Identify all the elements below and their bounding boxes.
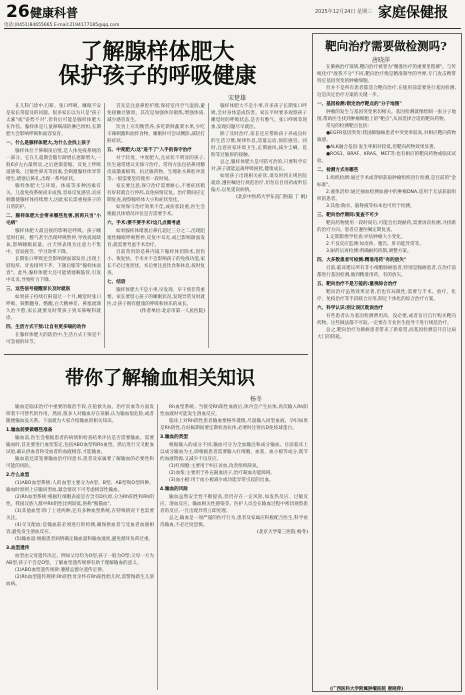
article-bottom-column-1 <box>6 404 154 690</box>
article-bottom-headline: 带你了解输血相关知识 <box>64 367 255 389</box>
paragraph: 在儿科门诊中,打鼾、张口呼吸、睡眠不安是家长常提及的问题。很多家长以为只是"孩子太累"或"姿势不对",但背后可能是腺样体肥大在作怪。腺样体是儿童鼻咽部的淋巴组织,长期肥大会影响呼吸和面容发育。 <box>6 104 101 137</box>
paragraph: 饮食上应均衡营养,多吃新鲜蔬菜水果,少吃辛辣刺激和油炸食物。睡眠时可尝试侧卧,减轻打鼾症状。 <box>107 125 205 144</box>
paragraph: 输血前,医生会根据患者的病情和检查结果评估是否需要输血。需要输血时,首先要进行血型鉴定,包括ABO血型和Rh血型。然后进行交叉配血试验,确认供血者和受血者的血液相容,才能输血。 <box>6 436 154 455</box>
subheading: 三、靶向治疗期间:复查不可少 <box>317 213 379 218</box>
subheading: 五、靶向治疗不是万能的:重视综合治疗 <box>317 282 397 287</box>
newspaper-name: 家庭保健报 <box>378 5 448 21</box>
paragraph: 血型由父母遗传决定。例如父母均为O型,孩子一般为O型;父母一方为AB型,孩子不会是O型。了解血型遗传规律有助于理解输血的意义。 <box>6 554 154 566</box>
paragraph: 对于轻度、中度肥大,且症状不明显的孩子,医生通常建议先保守治疗。常用方法包括鼻用糖皮质激素喷剂、抗过敏药物、生理盐水鼻腔冲洗等,一般需要坚持使用一段时间。 <box>107 156 205 182</box>
article-top-author: 宋楚雄 <box>228 95 247 102</box>
paragraph: ●ROS1、BRAF、KRAS、MET等:也有相应的靶向药物或临床试验。 <box>317 152 456 164</box>
paragraph: 肿瘤的发生与基因突变密切相关。基因检测就像绘制一张分子地图,帮助医生找到肿瘤细胞上的"靶点",从而选择合适的靶向药物。 <box>317 110 456 122</box>
paragraph: 目前常用的是鼻内镜下腺样体切除术,创伤小、恢复快。手术并不会影响孩子的免疫功能,家长不必过度担忧。术后要注意饮食和休息,按时复查。 <box>107 250 205 276</box>
section-name: 健康科普 <box>30 6 79 20</box>
column-divider <box>208 103 209 348</box>
subheading: 五、中度肥大:这"进不了"入手的保守治疗 <box>107 148 192 153</box>
paragraph: 3.耐药后再检测:明确耐药机制,调整方案。 <box>326 249 412 254</box>
column-divider <box>157 404 158 690</box>
paragraph: 腺样体位于鼻咽顶后壁,是人体免疫系统的一部分。它在儿童期会随年龄增长逐渐增大,一般6岁左右最明显,之后逐渐萎缩。反复上呼吸道感染、过敏性鼻炎等因素,会刺激腺样体异常增生,堵塞后鼻孔,出现一系列症状。 <box>6 149 101 182</box>
paragraph: (3)血小板:用于血小板减少或功能异常引起的出血。 <box>169 478 274 483</box>
subheading: 一、什么是腺样体肥大,为什么会找上孩子 <box>6 141 91 146</box>
article-top-column-1 <box>6 103 101 348</box>
subheading: 2.什么血型 <box>6 473 30 478</box>
paragraph: 如果孩子持续打鼾超过一个月,睡觉时张口呼吸、频繁翻身、憋醒,白天精神差、鼻塞流涕久治不愈,家长就要及时带孩子到耳鼻喉科就诊。 <box>6 295 101 321</box>
article-right-author: 唐晓萍 <box>372 57 391 64</box>
paragraph: 如果孩子出现相关症状,请及时到正规医院就诊,遵医嘱进行规范治疗,切勿盲目用药或听信偏方,以免延误病情。 <box>211 174 307 193</box>
article-top-headline <box>10 40 305 88</box>
page-header <box>0 0 465 22</box>
subheading: 四、生活方式干预:让自有更多喘的动作 <box>6 325 86 330</box>
paragraph: 除了及时治疗,家长还应帮助孩子养成良好的生活习惯,规律作息,适量运动,预防感冒。同时,注意居家环境卫生,定期通风,减少尘螨、花粉等过敏原的接触。 <box>211 132 307 158</box>
paragraph: 根据输入的成分不同,输血可分为全血输注和成分输血。目前临床上以成分输血为主,即根据患者需要输入红细胞、血浆、血小板等成分,既节约血液资源,又减少不良反应。 <box>160 443 308 462</box>
editor-contact-line: 电话:(0451)84655665 E-mail:2194177185@qq.com <box>4 23 120 28</box>
subheading: 一、基因检测:锁定治疗靶点的"分子地图" <box>317 102 402 107</box>
subheading: 3.输血的类型 <box>160 435 188 440</box>
article-separator <box>4 354 308 355</box>
subheading: 四、大多数患者可检测:精准用药"有的放矢" <box>317 258 407 263</box>
paragraph: (5)输血量:根据患者病情确定输血量和输血速度,避免循环负荷过重。 <box>15 537 154 542</box>
paragraph: (2)Rh血型系统:根据红细胞表面是否含有D抗原,分为Rh阳性和Rh阴性。我国汉族人群中Rh阴性比例较低,俗称"熊猫血"。 <box>6 495 154 507</box>
paragraph: 靶向治疗虽然效果显著,但也有局限性,需要与手术、放疗、化疗、免疫治疗等手段联合应用,制定个体化的综合治疗方案。 <box>317 290 456 302</box>
paragraph: 如果腺样体堵塞后鼻孔超过三分之二,出现阻塞性睡眠呼吸暂停,反复中耳炎,或已影响颌面发育,就需要考虑手术治疗。 <box>107 229 205 248</box>
paragraph: (1)ABO血型遗传规律:遵循孟德尔遗传定律。 <box>15 568 107 573</box>
article-bottom-author: 杨冬 <box>250 396 263 403</box>
subheading: 七、结语 <box>107 280 126 285</box>
paragraph: 总之,输血是一项严谨的医疗行为,患者及家属应积极配合医生,科学看待输血,不必过度恐惧。 <box>160 516 308 528</box>
paragraph: Rh血型系统。当接受Rh阳性血液后,体内会产生抗体,再次输入Rh阳性血液时可能发生溶血反应。 <box>160 405 308 417</box>
article-top-column-2 <box>107 103 205 348</box>
paragraph: (2)Rh血型遗传规律:Rh阴性母亲怀有Rh阳性胎儿时,需警惕新生儿溶血病。 <box>6 575 154 587</box>
paragraph: 有些患者认为基因检测费用高、没必要,或者盲目自行购买靶向药物。这些做法都不可取,一定要在专业医生指导下进行规范治疗。 <box>317 314 456 326</box>
subheading: 三、这些信号提醒家长及时就医 <box>6 287 71 292</box>
page-number: 26 <box>6 2 30 22</box>
author-affiliation: (北京大学第三医院 杨冬) <box>257 530 308 535</box>
paragraph: 1.组织检测:通过手术或穿刺获取肿瘤组织进行检测,是目前的"金标准"。 <box>317 176 456 188</box>
paragraph: 常见的检测靶点包括: <box>326 124 369 129</box>
paragraph: 长期张口呼吸还会影响颌面部发育,出现上唇短厚、牙齿排列不齐、下颌后缩等"腺样体面容"。此外,腺样体肥大还可能堵塞咽鼓管,引发中耳炎,导致听力下降。 <box>6 257 101 283</box>
paragraph: ●EGFR基因突变:我国肺腺癌患者中突变率较高,对相应靶向药物敏感。 <box>317 131 456 143</box>
paragraph: 2.液体活检:通过抽血检测血液中的肿瘤DNA,适用于无法获取组织的患者。 <box>317 190 456 202</box>
paragraph: 腺样体肥大最直接的影响是呼吸。孩子睡觉时打鼾、憋气甚至出现呼吸暂停,导致夜间缺氧,影响睡眠质量。白天则表现为注意力不集中、容易疲劳、学习效率下降。 <box>6 229 101 255</box>
article-top-column-3 <box>211 103 307 348</box>
paragraph: 目前,临床建议所有非小细胞肺癌患者,特别是腺癌患者,在治疗前都进行基因检测,做到精准用药、有的放矢。 <box>317 266 456 278</box>
author-affiliation: (北京中医药大学东直门医院 丁 娟) <box>236 195 307 200</box>
paragraph: 腺样体肥大与环境、体质等多种因素有关。儿童免疫系统尚未成熟,容易反复感冒,炎症刺激使腺样体持续增大,因此家长需重视孩子的日常防护。 <box>6 184 101 210</box>
paragraph: 2.不良反应监测:如皮疹、腹泻、肝功能异常等。 <box>326 242 424 247</box>
paragraph: 总之,靶向治疗为肺癌患者带来了新希望,而基因检测是开启这扇大门的钥匙。 <box>317 328 456 340</box>
paragraph: 在腺样体肥大的防治中,生活方式干预是不可忽视的环节。 <box>6 333 101 345</box>
paragraph: 靶向药物使用一段时间后,可能会出现耐药,需要再次检测,寻找新的治疗方向。患者应遵医嘱定期复查。 <box>317 221 456 233</box>
headline-line-1: 了解腺样体肥大 <box>80 39 235 65</box>
subheading: 六、科学认识:别让误区耽误治疗 <box>317 306 384 311</box>
subheading: 3.血型遗传 <box>6 546 30 551</box>
column-divider <box>104 103 105 348</box>
paragraph: 腺样体肥大不是小事,许多孩子长期张口呼吸,会对身体造成伤害。家长平时要多观察孩子睡觉时的呼吸状态,是否有憋气、张口呼吸等现象,发现问题尽早就医。 <box>211 104 307 130</box>
paragraph: 输血虽然安全性不断提高,但仍存在一定风险,如发热反应、过敏反应、溶血反应、输血相关性感染等。医护人员会在输血过程中密切观察患者的反应,一旦出现异常立即处理。 <box>160 495 308 514</box>
article-right-headline: 靶向治疗需要做检测吗? <box>325 39 447 53</box>
paragraph: 但并不是所有患者都适合靶向治疗,在使用前需要进行基因检测,这是决定治疗方案的关键一步。 <box>317 86 456 98</box>
subheading: 1.输血前要做哪些准备 <box>6 428 53 433</box>
paragraph: 输血是临床治疗中重要的救治手段,在抢救失血、治疗贫血等方面发挥着不可替代的作用。然而,很多人对输血存在误解,认为输血很危险,或者随便输血没关系。下面就为大家介绍输血的相关知识。 <box>6 405 154 424</box>
paragraph: (3)其他血型:除了上述两种,还有多种血型系统,在特殊情况下也需要关注。 <box>6 509 154 521</box>
paragraph: 首先是注意鼻腔护理,保持室内空气湿润,避免接触过敏原。其次是加强体育锻炼,增强体质,减少感冒发生。 <box>107 104 205 123</box>
article-right-body <box>317 64 456 684</box>
paragraph: (4)交叉配血:是输血前必须进行的检测,确保供血者与受血者血液相容,避免发生溶血反应。 <box>6 523 154 535</box>
header-rule <box>4 28 461 29</box>
subheading: 二、检测方式有哪些 <box>317 168 359 173</box>
article-bottom-column-2 <box>160 404 308 690</box>
subheading: 4.输血的风险 <box>160 487 188 492</box>
subheading: 二、腺样体肥大会带来哪些危害,别再只当"小毛病" <box>6 214 101 226</box>
paragraph: (1)红细胞:主要用于纠正贫血,改善组织缺氧。 <box>169 464 262 469</box>
paragraph: 3.其他:胸水、脑脊液等标本也可用于检测。 <box>326 204 415 209</box>
paragraph: 输血前还需签署输血治疗同意书,患者及家属要了解输血的必要性和可能的风险。 <box>6 457 154 469</box>
paragraph: 1.定期影像学检查:评估肿瘤大小变化。 <box>326 235 406 240</box>
paragraph: 总之,腺样体肥大是可防可治的,只要科学应对,孩子就能远离呼吸困扰,健康成长。 <box>211 160 307 172</box>
paragraph: (2)血浆:主要用于补充凝血因子,治疗凝血功能障碍。 <box>169 471 275 476</box>
paragraph: 家长要注意,保守治疗需要耐心,不要症状稍有好转就自行停药,以免病情反复。治疗期间应定期复查,观察腺样体大小和症状变化。 <box>107 184 205 203</box>
paragraph: 如果保守治疗效果不佳,或症状较重,医生会根据具体情况评估是否需要手术。 <box>107 205 205 217</box>
article-right-footer: (广西医科大学附属肿瘤医院 唐晓萍) <box>330 687 404 692</box>
paragraph: 在肺癌治疗领域,靶向治疗被誉为"精准医疗的重要里程碑"。与传统化疗"敌我不分"不同,靶向治疗像是精准制导的导弹,专门攻击携带特定基因突变的肿瘤细胞。 <box>317 65 456 84</box>
headline-line-2: 保护孩子的呼吸健康 <box>58 63 257 89</box>
subheading: 六、手术:要不要手术?这几点需考虑 <box>107 221 181 226</box>
paragraph: ●ALK融合基因:发生率相对较低,但靶向药物效果显著。 <box>326 145 439 150</box>
issue-date: 2025年12月24日 星期三 <box>315 9 373 15</box>
paragraph: 临床上对Rh阴性患者输血要格外谨慎,尽量输入同型血液。孕妇如果是Rh阴性,在妊娠期间要定期检查抗体,必要时注射抗D免疫球蛋白。 <box>160 419 308 431</box>
paragraph: (1)ABO血型系统:人的血型主要分为A型、B型、AB型和O型四种。输血时原则上应输同型血,紧急情况下可考虑相容性输血。 <box>6 481 154 493</box>
paragraph: 腺样体肥大不是小事,早发现、早干预非常重要。家长要留心孩子的睡眠状况,发现异常及时就医,让孩子拥有健康的呼吸和快乐的成长。 <box>107 288 205 307</box>
author-affiliation: (作者单位:北京市第一人民医院) <box>140 309 205 314</box>
